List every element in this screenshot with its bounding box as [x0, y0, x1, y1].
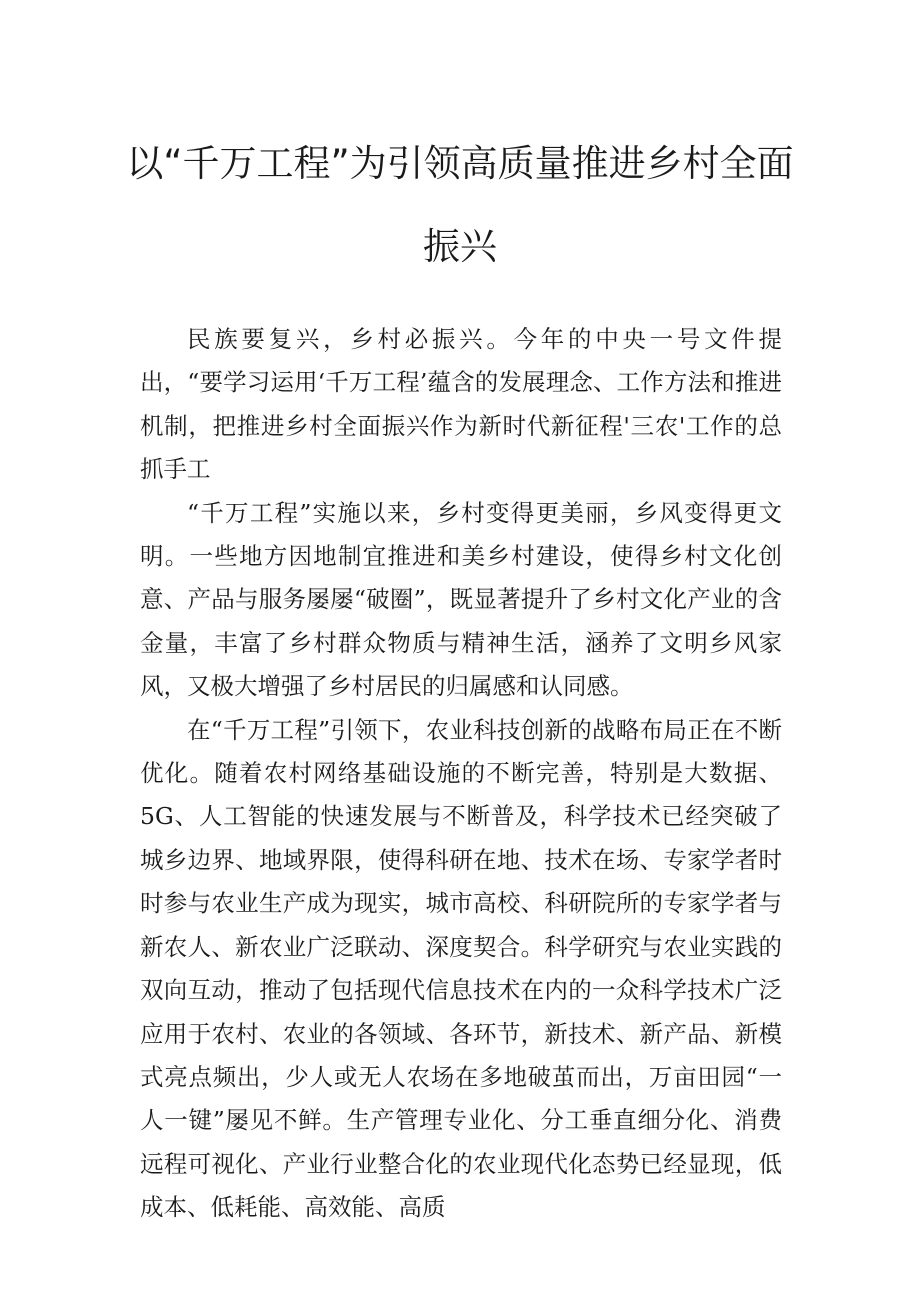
paragraph-1: 民族要复兴，乡村必振兴。今年的中央一号文件提出，“要学习运用‘千万工程’蕴含的发展理念、工作方法和推进机制，把推进乡村全面振兴作为新时代新征程'三农'工作的总抓手工 [140, 325, 782, 484]
paragraph-2: “千万工程”实施以来，乡村变得更美丽，乡风变得更文明。一些地方因地制宜推进和美乡村建设，使得乡村文化创意、产品与服务屡屡“破圈”，既显著提升了乡村文化产业的含金量，丰富了乡村群众物质与精神生活，涵养了文明乡风家风，又极大增强了乡村居民的归属感和认同感。 [140, 498, 782, 701]
document-body [140, 318, 782, 1230]
document-title-line1: 以“千万工程”为引领高质量推进乡村全面 [126, 142, 794, 185]
document-title-line2: 振兴 [423, 225, 497, 268]
paragraph-3: 在“千万工程”引领下，农业科技创新的战略布局正在不断优化。随着农村网络基础设施的不断完善，特别是大数据、5G、人工智能的快速发展与不断普及，科学技术已经突破了城乡边界、地域界限，使得科研在地、技术在场、专家学者时时参与农业生产成为现实，城市高校、科研院所的专家学者与新农人、新农业广泛联动、深度契合。科学研究与农业实践的双向互动，推动了包括现代信息技术在内的一众科学技术广泛应用于农村、农业的各领域、各环节，新技术、新产品、新模式亮点频出，少人或无人农场在多地破茧而出，万亩田园“一人一键”屡见不鲜。生产管理专业化、分工垂直细分化、消费远程可视化、产业行业整合化的农业现代化态势已经显现，低成本、低耗能、高效能、高质 [140, 715, 782, 1222]
